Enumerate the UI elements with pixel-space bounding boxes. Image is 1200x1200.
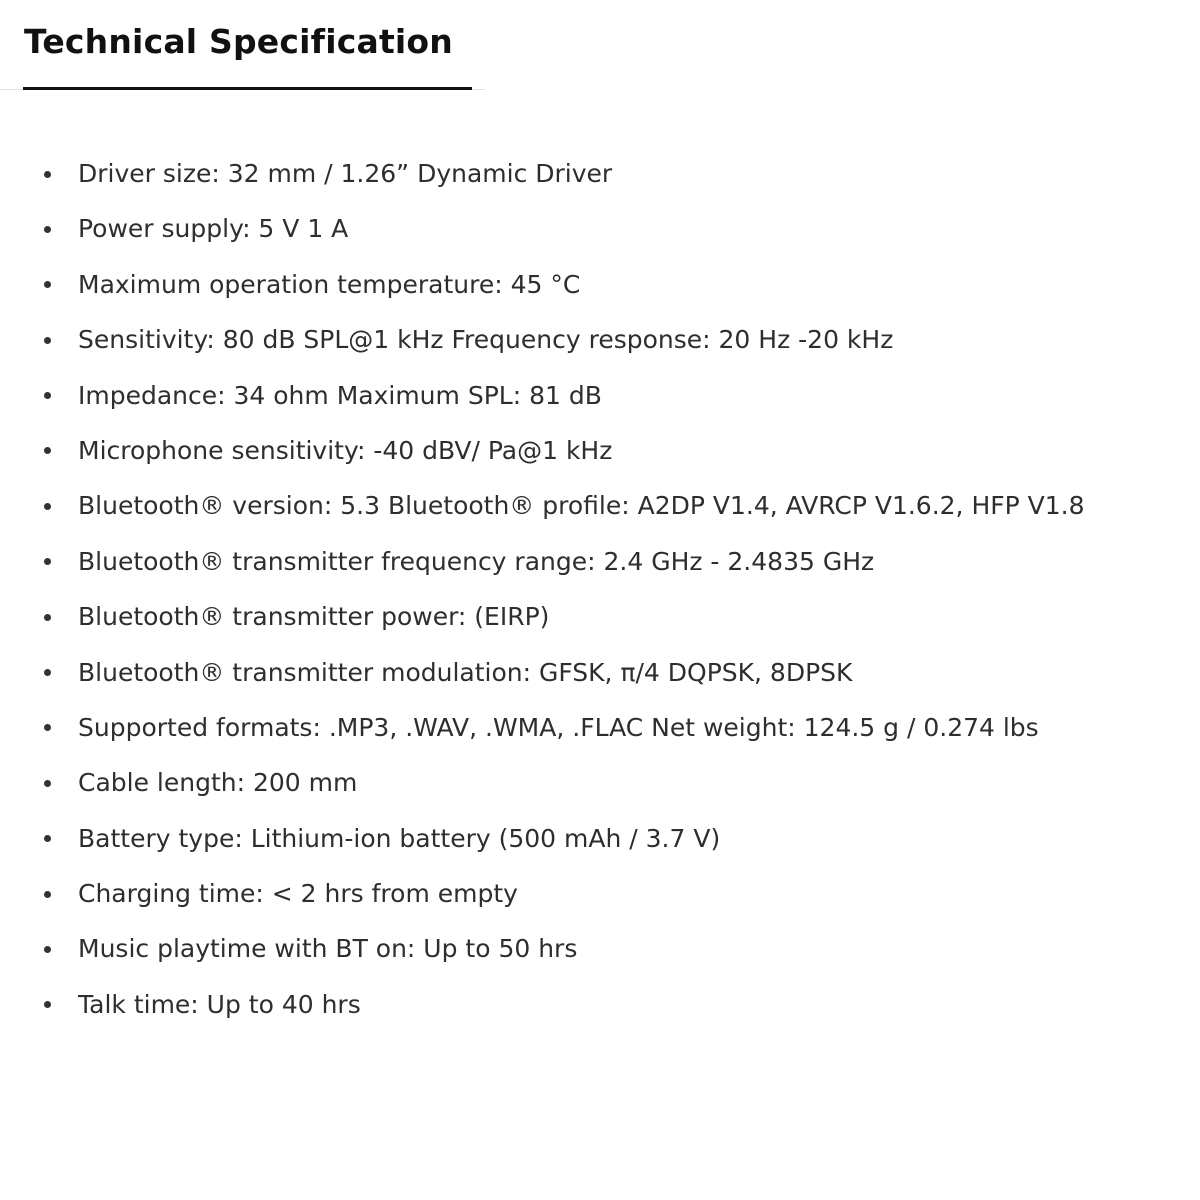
bullet-icon [44,946,51,953]
bullet-icon [44,780,51,787]
bullet-icon [44,1001,51,1008]
spec-tab-header [0,0,485,92]
spec-text: Charging time: < 2 hrs from empty [78,879,518,909]
spec-text: Battery type: Lithium-ion battery (500 mAh / 3.7 V) [78,823,721,853]
bullet-icon [44,724,51,731]
bullet-icon [44,226,51,233]
spec-item-bt-frequency-range [0,534,1200,589]
spec-item-power-supply [0,201,1200,256]
active-tab-underline [23,87,472,90]
spec-text: Talk time: Up to 40 hrs [78,989,361,1019]
spec-text: Sensitivity: 80 dB SPL@1 kHz Frequency response: 20 Hz -20 kHz [78,325,894,355]
spec-item-music-playtime [0,921,1200,976]
bullet-icon [44,891,51,898]
bullet-icon [44,614,51,621]
spec-text: Impedance: 34 ohm Maximum SPL: 81 dB [78,380,602,410]
spec-item-supported-formats [0,700,1200,755]
spec-item-bt-modulation [0,645,1200,700]
bullet-icon [44,171,51,178]
spec-item-battery-type [0,811,1200,866]
spec-text: Bluetooth® transmitter frequency range: 2.4 GHz - 2.4835 GHz [78,546,875,576]
bullet-icon [44,392,51,399]
spec-item-bluetooth-version [0,478,1200,533]
spec-item-charging-time [0,866,1200,921]
spec-text: Maximum operation temperature: 45 °C [78,269,581,299]
spec-text: Music playtime with BT on: Up to 50 hrs [78,934,578,964]
bullet-icon [44,835,51,842]
bullet-icon [44,447,51,454]
spec-item-sensitivity [0,312,1200,367]
spec-text: Bluetooth® transmitter power: (EIRP) [78,602,550,632]
spec-item-impedance [0,368,1200,423]
spec-text: Microphone sensitivity: -40 dBV/ Pa@1 kHz [78,435,613,465]
spec-item-max-temperature [0,257,1200,312]
spec-item-mic-sensitivity [0,423,1200,478]
bullet-icon [44,281,51,288]
spec-item-bt-power [0,589,1200,644]
spec-item-cable-length [0,755,1200,810]
spec-list [0,146,1200,1032]
spec-text: Power supply: 5 V 1 A [78,214,349,244]
spec-text: Supported formats: .MP3, .WAV, .WMA, .FLAC Net weight: 124.5 g / 0.274 lbs [78,712,1039,742]
bullet-icon [44,558,51,565]
bullet-icon [44,337,51,344]
spec-item-talk-time [0,977,1200,1032]
spec-item-driver-size [0,146,1200,201]
spec-text: Driver size: 32 mm / 1.26” Dynamic Driver [78,159,613,188]
spec-text: Cable length: 200 mm [78,768,358,798]
section-title[interactable]: Technical Specification [24,22,453,61]
bullet-icon [44,503,51,510]
spec-text: Bluetooth® version: 5.3 Bluetooth® profile: A2DP V1.4, AVRCP V1.6.2, HFP V1.8 [78,491,1085,521]
spec-text: Bluetooth® transmitter modulation: GFSK, π/4 DQPSK, 8DPSK [78,657,853,687]
bullet-icon [44,669,51,676]
